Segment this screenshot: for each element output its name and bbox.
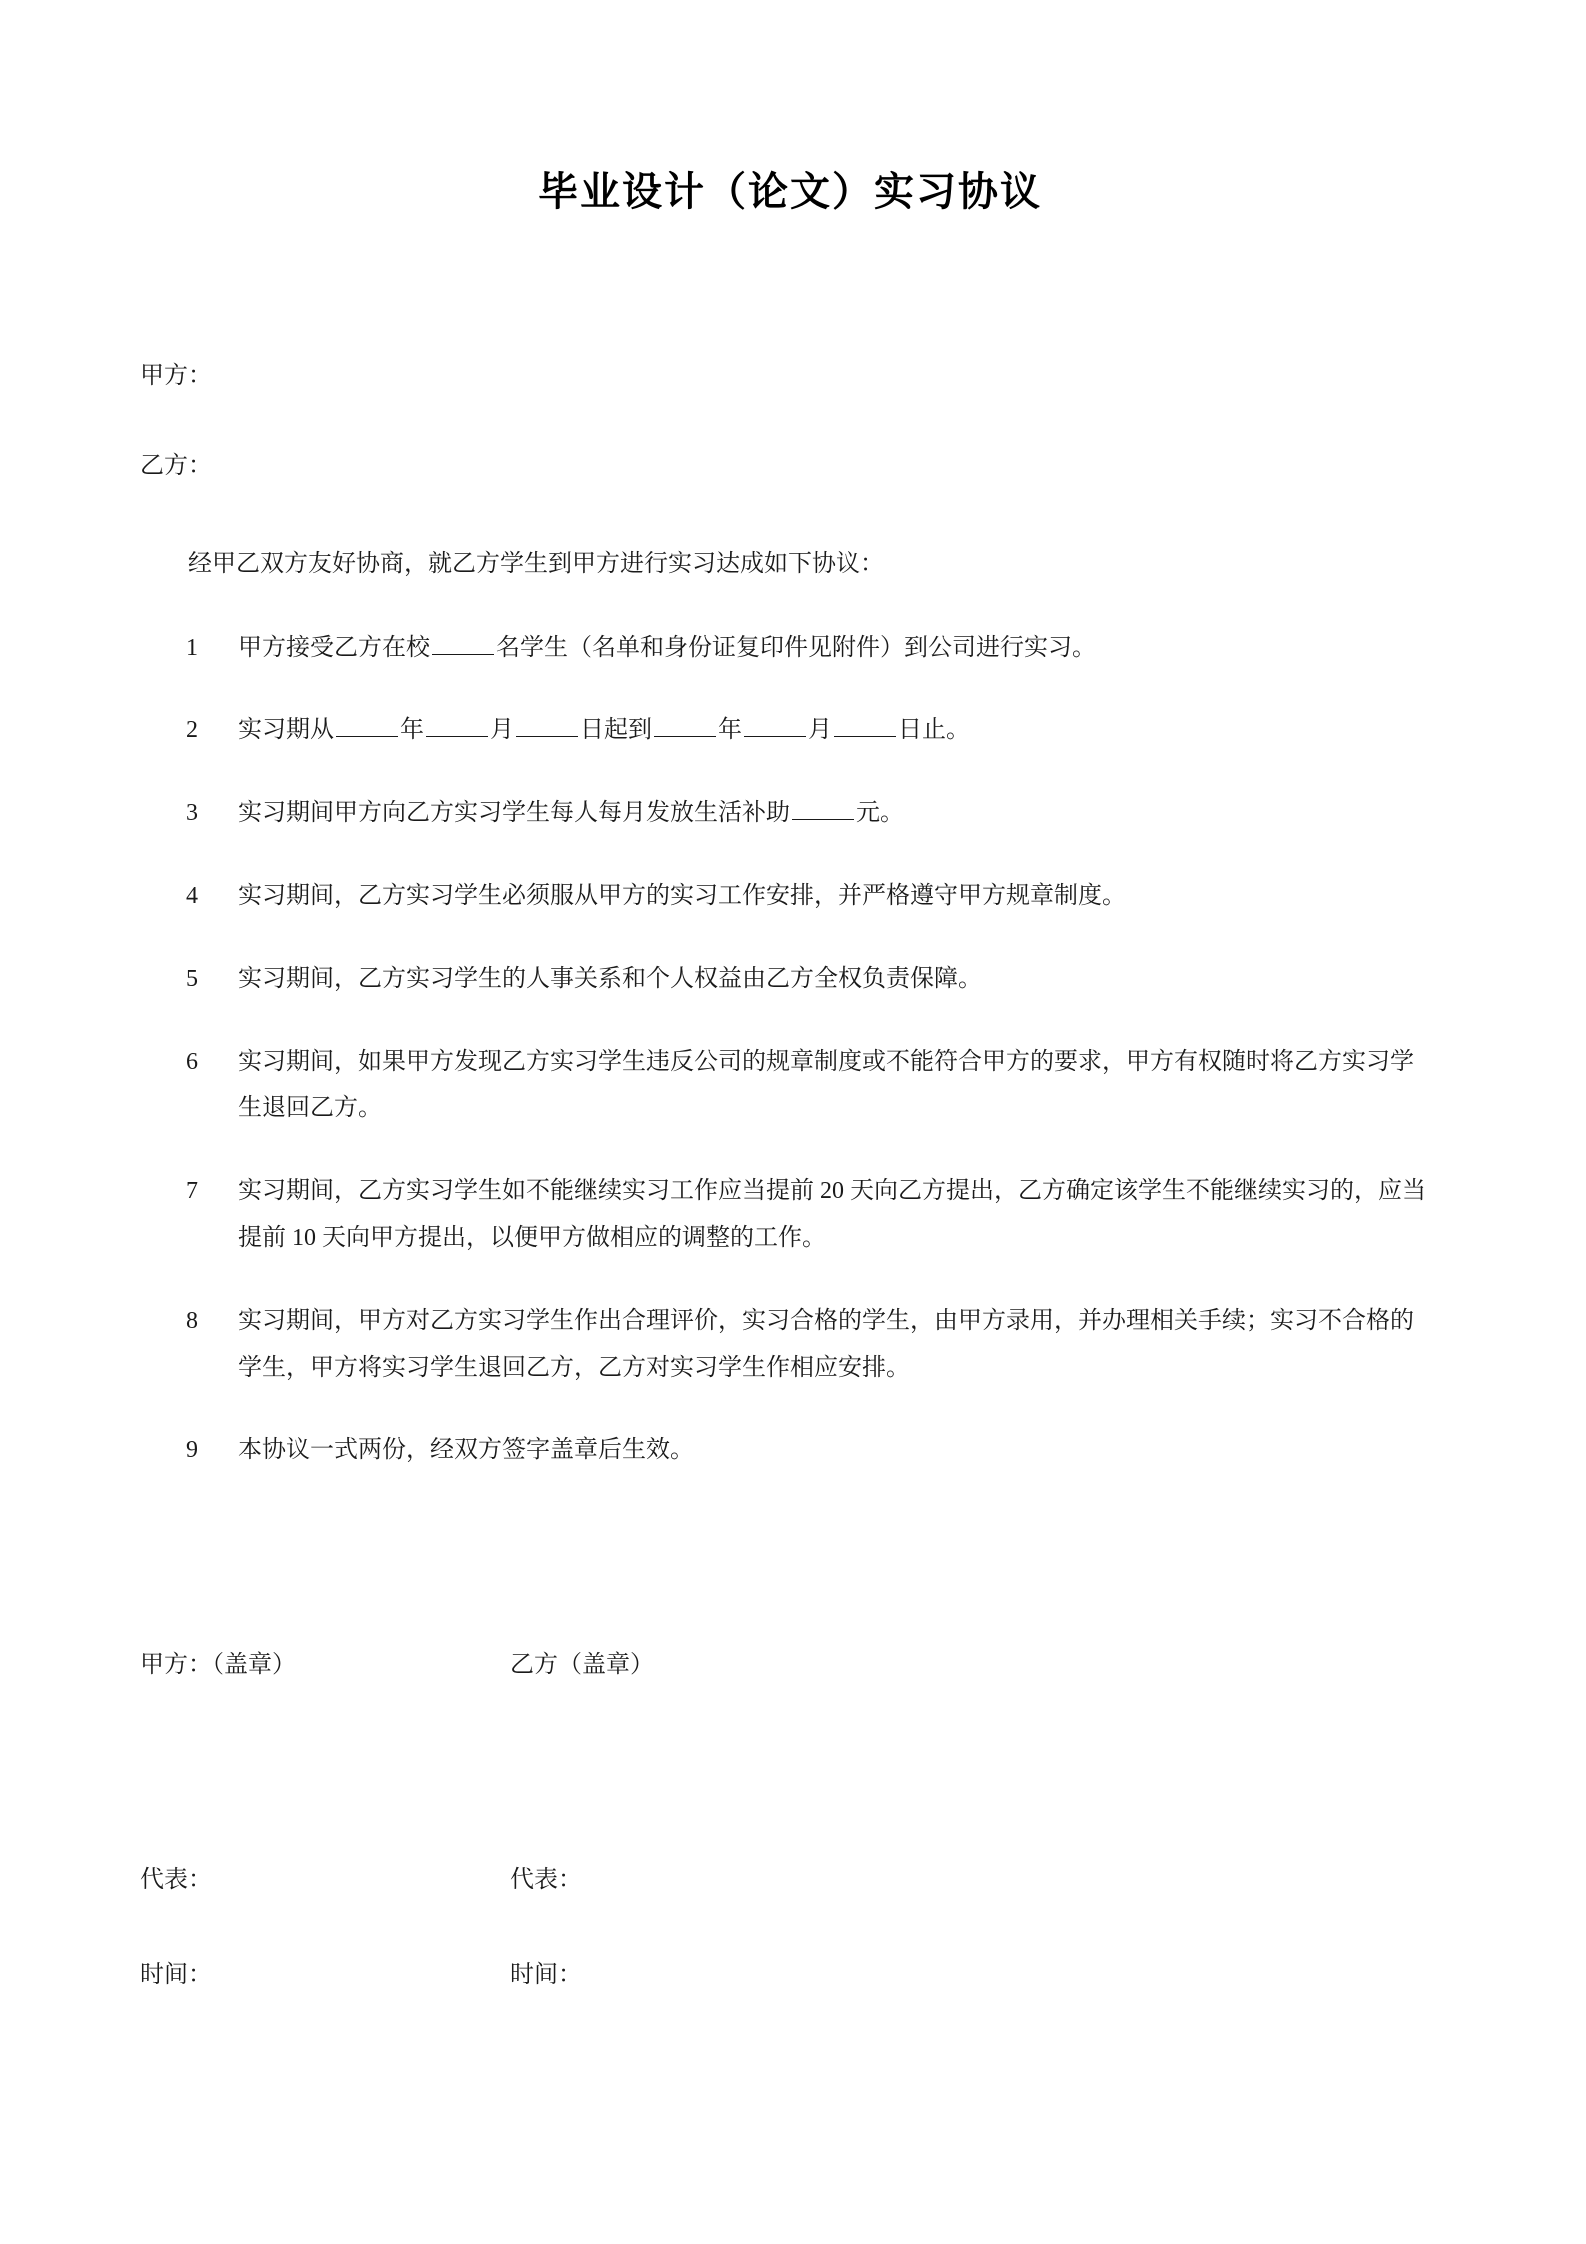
clause-text-segment: 月 — [808, 717, 832, 744]
clause-item — [140, 1298, 1440, 1392]
fill-in-blank[interactable] — [792, 793, 854, 820]
fill-in-blank[interactable] — [336, 710, 398, 737]
clause-text-segment: 月 — [490, 717, 514, 744]
clause-text — [238, 1298, 1440, 1392]
clause-text — [238, 1168, 1440, 1262]
clause-text-segment: 实习期间甲方向乙方实习学生每人每月发放生活补助 — [238, 800, 790, 827]
clause-text-segment: 元。 — [856, 800, 904, 827]
document-body — [140, 0, 1440, 1989]
fill-in-blank[interactable] — [744, 710, 806, 737]
representative-row — [140, 1859, 1440, 1894]
fill-in-blank[interactable] — [432, 627, 494, 654]
fill-in-blank[interactable] — [834, 710, 896, 737]
representative-a: 代表： — [140, 1867, 212, 1894]
fill-in-blank[interactable] — [654, 710, 716, 737]
date-b: 时间： — [510, 1962, 582, 1989]
clause-text — [238, 625, 1440, 672]
clause-item — [140, 1427, 1440, 1474]
clause-text-segment: 实习期间，乙方实习学生的人事关系和个人权益由乙方全权负责保障。 — [238, 965, 982, 992]
fill-in-blank[interactable] — [426, 710, 488, 737]
clause-text — [238, 790, 1440, 837]
clause-text-segment: 实习期间，甲方对乙方实习学生作出合理评价，实习合格的学生，由甲方录用，并办理相关手续；实习不合格的学生，甲方将实习学生退回乙方，乙方对实习学生作相应安排。 — [238, 1307, 1414, 1381]
clause-text-segment: 实习期间，乙方实习学生必须服从甲方的实习工作安排，并严格遵守甲方规章制度。 — [238, 882, 1126, 909]
clause-number: 4 — [186, 882, 198, 909]
clause-item — [140, 956, 1440, 1003]
date-a: 时间： — [140, 1962, 212, 1989]
seal-row — [140, 1644, 1440, 1679]
clause-number: 3 — [186, 800, 198, 827]
clause-text-segment: 实习期从 — [238, 717, 334, 744]
clause-text-segment: 实习期间，如果甲方发现乙方实习学生违反公司的规章制度或不能符合甲方的要求，甲方有权随时将乙方实习学生退回乙方。 — [238, 1048, 1414, 1122]
clause-number: 5 — [186, 965, 198, 992]
agreement-intro: 经甲乙双方友好协商，就乙方学生到甲方进行实习达成如下协议： — [188, 550, 884, 577]
clause-number: 2 — [186, 717, 198, 744]
party-b-seal: 乙方（盖章） — [510, 1652, 654, 1679]
clause-item — [140, 1168, 1440, 1262]
party-a-label: 甲方： — [140, 363, 212, 389]
party-b-label: 乙方： — [140, 453, 212, 480]
date-row — [140, 1954, 1440, 1989]
clause-text — [238, 873, 1440, 920]
clause-text-segment: 年 — [400, 717, 424, 744]
clause-list — [140, 625, 1440, 1475]
clause-number: 9 — [186, 1437, 198, 1464]
clause-number: 7 — [186, 1178, 198, 1205]
clause-item — [140, 1039, 1440, 1133]
clause-number: 8 — [186, 1307, 198, 1334]
clause-item — [140, 625, 1440, 672]
page-title: 毕业设计（论文）实习协议 — [538, 170, 1042, 214]
clause-number: 6 — [186, 1048, 198, 1075]
party-a-seal: 甲方：（盖章） — [140, 1652, 296, 1679]
clause-text-segment: 名学生（名单和身份证复印件见附件）到公司进行实习。 — [496, 634, 1096, 661]
clause-text — [238, 1039, 1440, 1133]
clause-text — [238, 956, 1440, 1003]
clause-text-segment: 本协议一式两份，经双方签字盖章后生效。 — [238, 1437, 694, 1464]
clause-item — [140, 790, 1440, 837]
clause-text-segment: 日起到 — [580, 717, 652, 744]
clause-text — [238, 707, 1440, 754]
clause-item — [140, 707, 1440, 754]
clause-text-segment: 甲方接受乙方在校 — [238, 634, 430, 661]
clause-item — [140, 873, 1440, 920]
representative-b: 代表： — [510, 1867, 582, 1894]
clause-text-segment: 年 — [718, 717, 742, 744]
clause-text-segment: 日止。 — [898, 717, 970, 744]
clause-text — [238, 1427, 1440, 1474]
fill-in-blank[interactable] — [516, 710, 578, 737]
clause-number: 1 — [186, 634, 198, 661]
clause-text-segment: 实习期间，乙方实习学生如不能继续实习工作应当提前 20 天向乙方提出，乙方确定该学生不能继续实习的，应当提前 10 天向甲方提出，以便甲方做相应的调整的工作。 — [238, 1178, 1426, 1251]
